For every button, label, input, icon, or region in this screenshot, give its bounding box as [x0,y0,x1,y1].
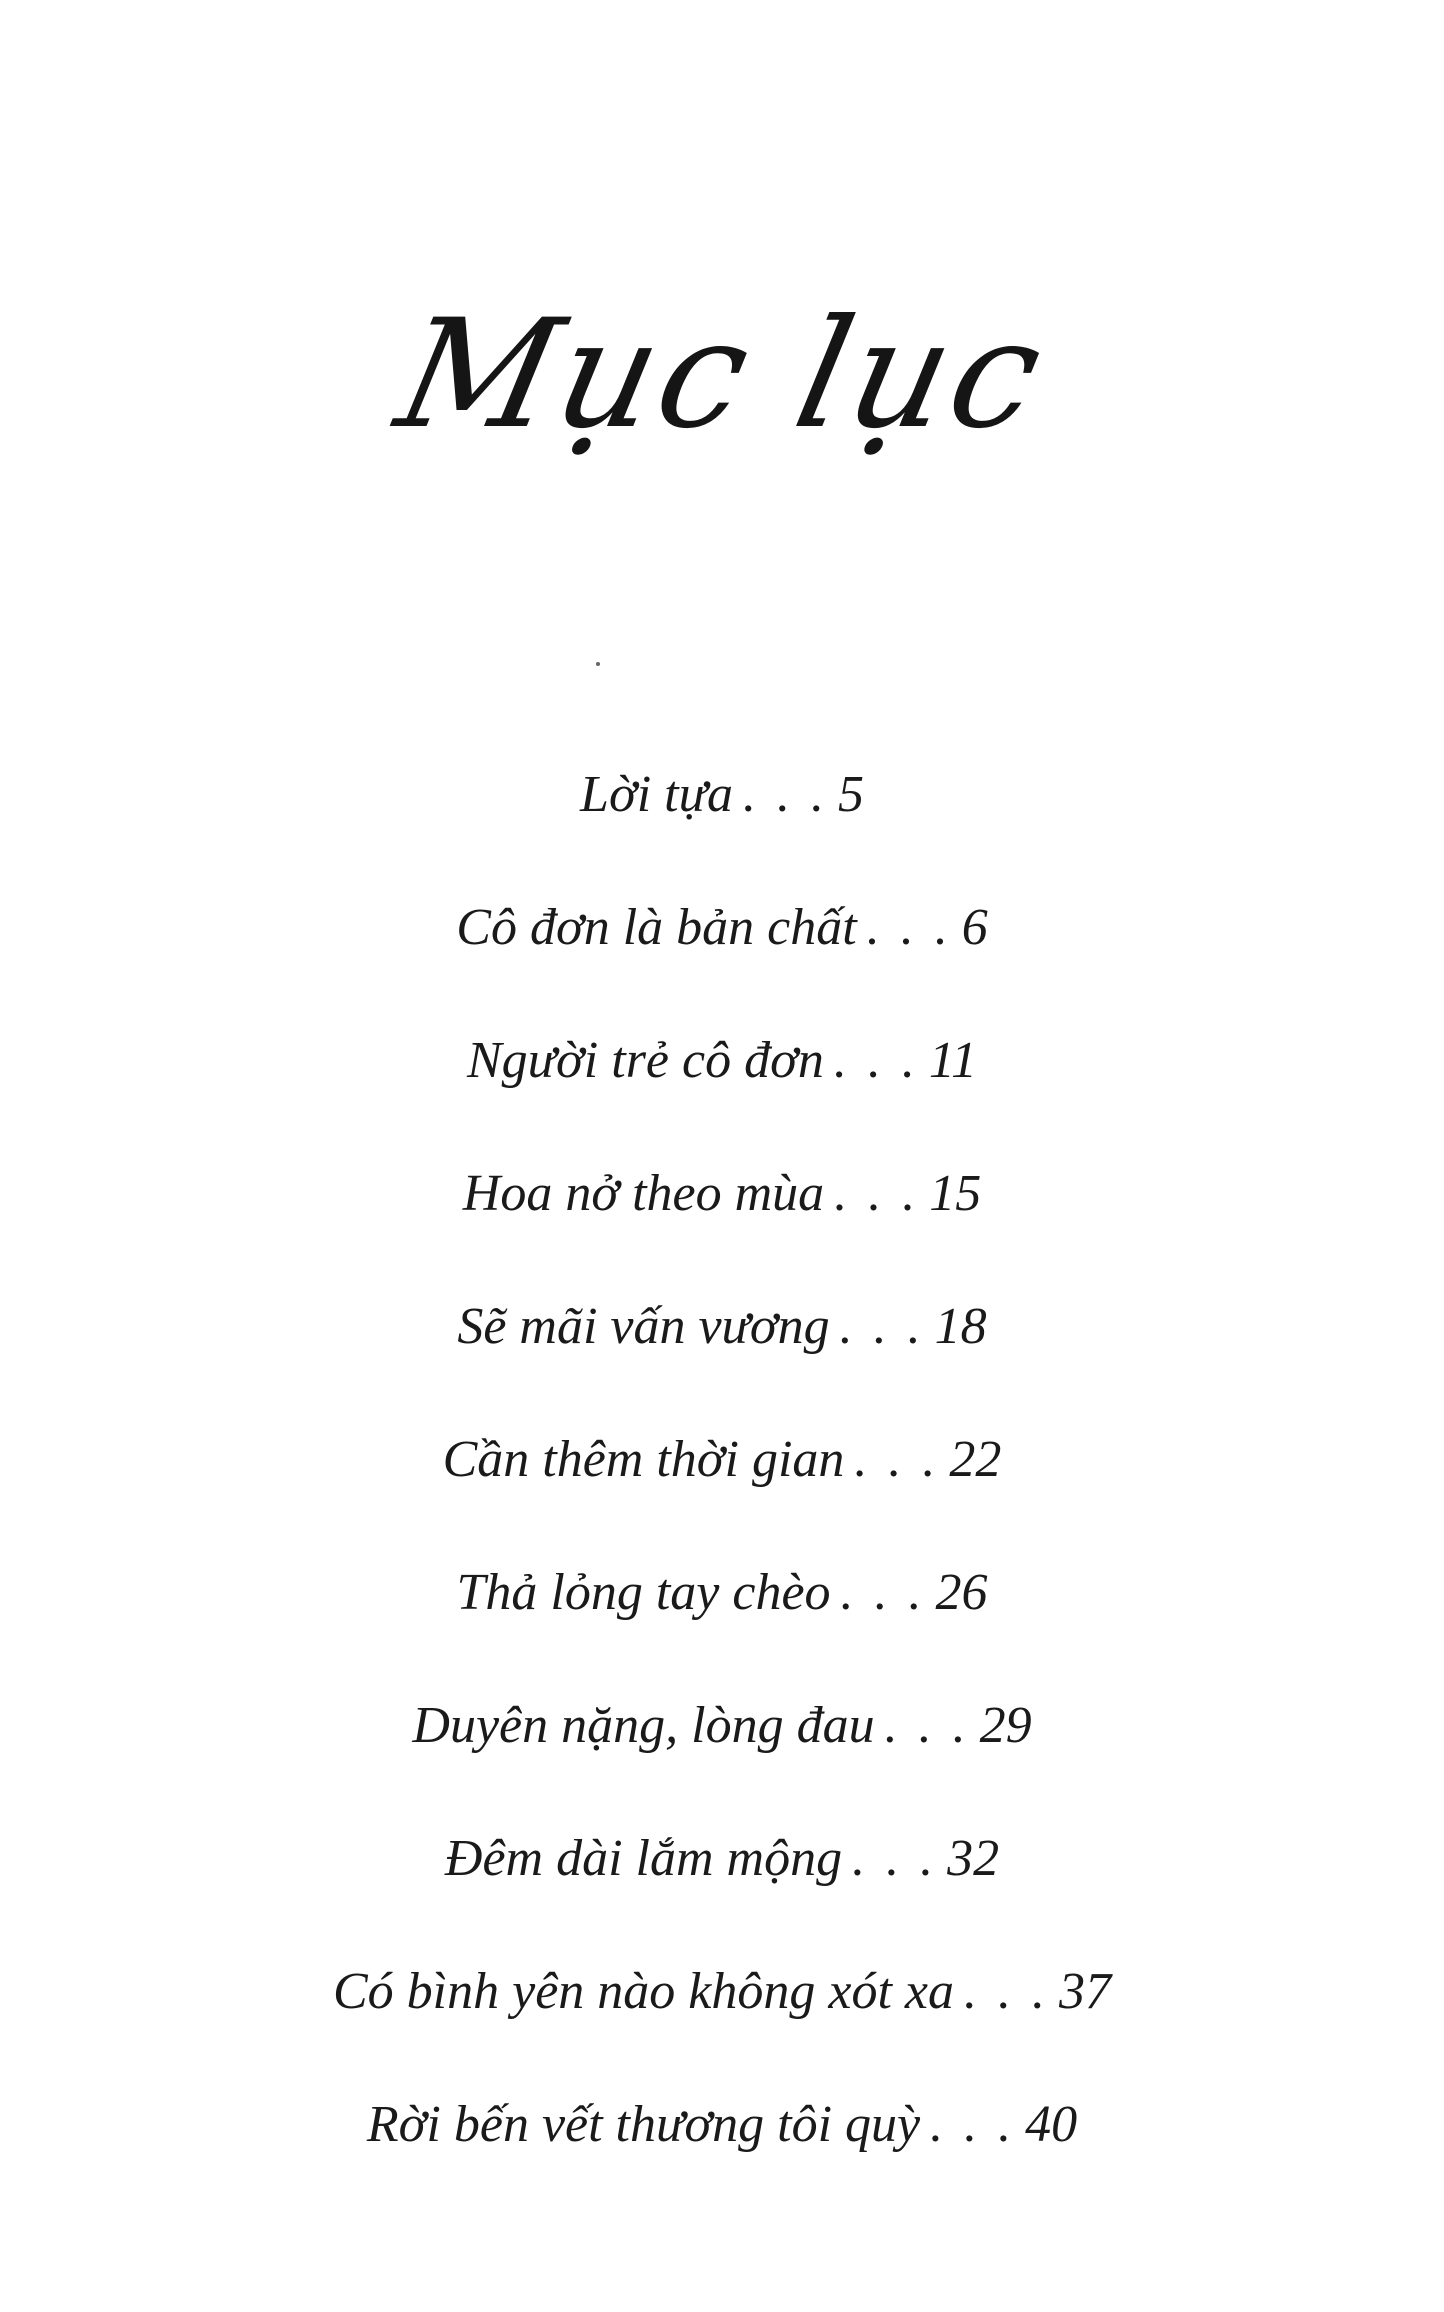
toc-entry-label: Sẽ mãi vấn vương [457,1298,830,1355]
toc-entry-label: Duyên nặng, lòng đau [412,1697,875,1754]
toc-leader-dots: . . . [866,899,952,956]
toc-page-number: 15 [929,1165,982,1222]
toc-entry-label: Lời tựa [580,766,733,823]
toc-leader-dots: . . . [834,1165,920,1222]
table-of-contents [0,728,1444,2191]
toc-leader-dots: . . . [839,1298,925,1355]
toc-page-number: 32 [947,1830,1000,1887]
toc-page-number: 18 [934,1298,987,1355]
toc-entry-label: Đêm dài lắm mộng [444,1830,843,1887]
toc-entry-label: Thả lỏng tay chèo [456,1564,831,1621]
toc-page-number: 6 [961,899,988,956]
toc-entry-label: Có bình yên nào không xót xa [333,1963,954,2020]
toc-leader-dots: . . . [852,1830,938,1887]
toc-leader-dots: . . . [963,1963,1049,2020]
toc-entry [0,1393,1444,1526]
toc-page-number: 26 [935,1564,988,1621]
toc-page-number: 37 [1058,1963,1111,2020]
toc-page-number: 5 [837,766,864,823]
toc-leader-dots: . . . [884,1697,970,1754]
toc-entry [0,728,1444,861]
toc-entry-label: Rời bến vết thương tôi quỳ [366,2096,921,2153]
toc-entry [0,1127,1444,1260]
toc-entry [0,1925,1444,2058]
toc-page-number: 40 [1025,2096,1078,2153]
toc-entry [0,1526,1444,1659]
toc-leader-dots: . . . [930,2096,1016,2153]
toc-page-number: 11 [928,1032,977,1089]
toc-page-number: 29 [979,1697,1032,1754]
toc-entry-label: Hoa nở theo mùa [462,1165,825,1222]
toc-leader-dots: . . . [833,1032,919,1089]
toc-entry [0,1260,1444,1393]
toc-leader-dots: . . . [742,766,828,823]
toc-page-number: 22 [949,1431,1002,1488]
toc-leader-dots: . . . [854,1431,940,1488]
toc-entry [0,1792,1444,1925]
paper-speck [596,662,600,666]
toc-entry [0,994,1444,1127]
toc-entry [0,2058,1444,2191]
toc-entry-label: Người trẻ cô đơn [467,1032,824,1089]
toc-entry-label: Cần thêm thời gian [442,1431,845,1488]
toc-entry [0,1659,1444,1792]
page-title: Mục lục [384,288,1060,462]
toc-leader-dots: . . . [840,1564,926,1621]
toc-entry-label: Cô đơn là bản chất [456,899,857,956]
toc-entry [0,861,1444,994]
